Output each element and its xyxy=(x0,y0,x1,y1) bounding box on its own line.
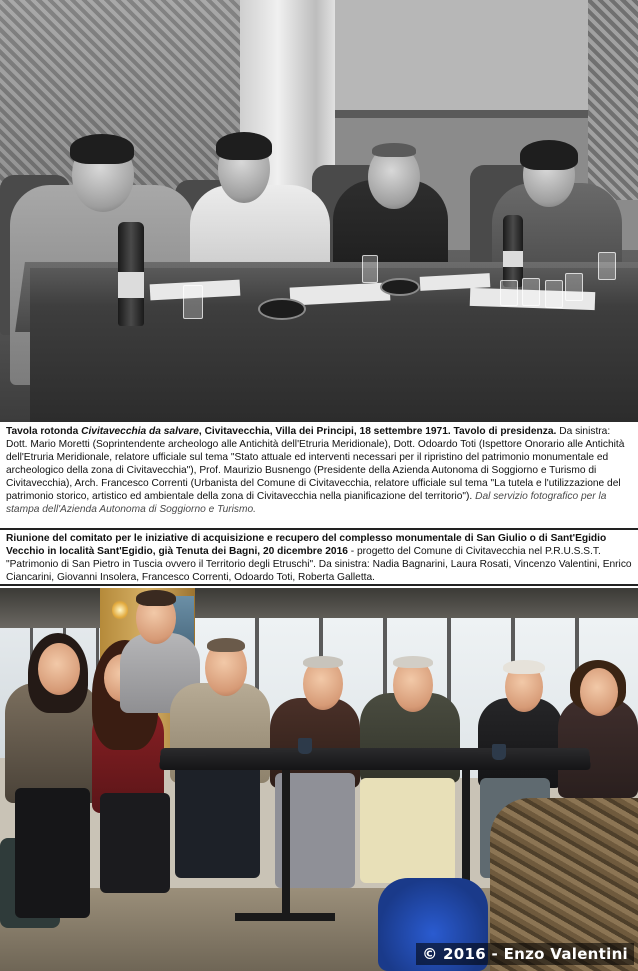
caption-2-body: - progetto del Comune di Civitavecchia nel P.R.U.S.S.T. "Patrimonio di San Pietro in Tuscia ovvero il Territorio degli Etruschi". Da sinistra: Nadia Bagnarini, Laura Rosati, Vincenzo Valentini, Enrico Ciancarini, Giovanni Insolera, Francesco Correnti, Odoardo Toti, Roberta Galletta. xyxy=(6,546,632,583)
caption-1-title-a: Tavola rotonda xyxy=(6,426,82,437)
photo-table-leg xyxy=(282,770,290,920)
caption-divider xyxy=(0,584,638,586)
photo-ashtray xyxy=(258,298,306,320)
meeting-photo-2016 xyxy=(0,588,638,971)
photo-glass xyxy=(545,280,563,308)
photo-cup xyxy=(298,738,312,754)
caption-divider xyxy=(0,528,638,530)
historical-photo-1971 xyxy=(0,0,638,422)
photo-bottle xyxy=(118,222,144,326)
photo-table-base xyxy=(235,913,335,921)
photo-wall-right xyxy=(588,0,638,200)
photo-cup xyxy=(492,744,506,760)
photo-glass xyxy=(183,285,203,319)
caption-2016 xyxy=(6,532,632,584)
caption-1-title-c: , Civitavecchia, Villa dei Principi, 18 settembre 1971. Tavolo di presidenza. xyxy=(198,426,557,437)
photo-meeting-table xyxy=(159,748,591,770)
photo-ashtray xyxy=(380,278,420,296)
photo-glass xyxy=(522,278,540,306)
caption-1-credit: Dal servizio fotografico per la stampa dell'Azienda Autonoma di Soggiorno e Turismo. xyxy=(6,491,607,515)
caption-1971 xyxy=(6,425,632,516)
caption-1-title-italic: Civitavecchia da salvare xyxy=(81,426,199,437)
photo-glass xyxy=(565,273,583,301)
photo-glass xyxy=(500,280,518,306)
photo-bottle xyxy=(503,215,523,287)
caption-2-title: Riunione del comitato per le iniziative di acquisizione e recupero del complesso monumentale di San Giulio o di Sant'Egidio Vecchio in località Sant'Egidio, già Tenuta dei Bagni, 20 dicembre 2016 xyxy=(6,533,607,557)
caption-1-body: Da sinistra: Dott. Mario Moretti (Soprintendente archeologo alle Antichità dell'Etruria Meridionale), Dott. Odoardo Toti (Ispettore Onorario alle Antichità dell'Etruria Meridionale, relatore ufficiale sul tema "Stato attuale ed interventi necessari per il ripristino del patrimonio monumentale ed archeologico della zona di Civitavecchia"), Prof. Maurizio Busnengo (Presidente della Azienda Autonoma di Soggiorno e Turismo di Civitavecchia), Arch. Francesco Correnti (Urbanista del Comune di Civitavecchia, relatore ufficiale sul tema "La tutela e l'utilizzazione del patrimonio storico, artistico ed ambientale della zona di Civitavecchia nella pianificazione del territorio"). xyxy=(6,426,625,502)
photo-glass xyxy=(362,255,378,283)
photo-lamp xyxy=(112,600,128,620)
copyright-watermark: © 2016 - Enzo Valentini xyxy=(416,943,634,965)
photo-glass xyxy=(598,252,616,280)
